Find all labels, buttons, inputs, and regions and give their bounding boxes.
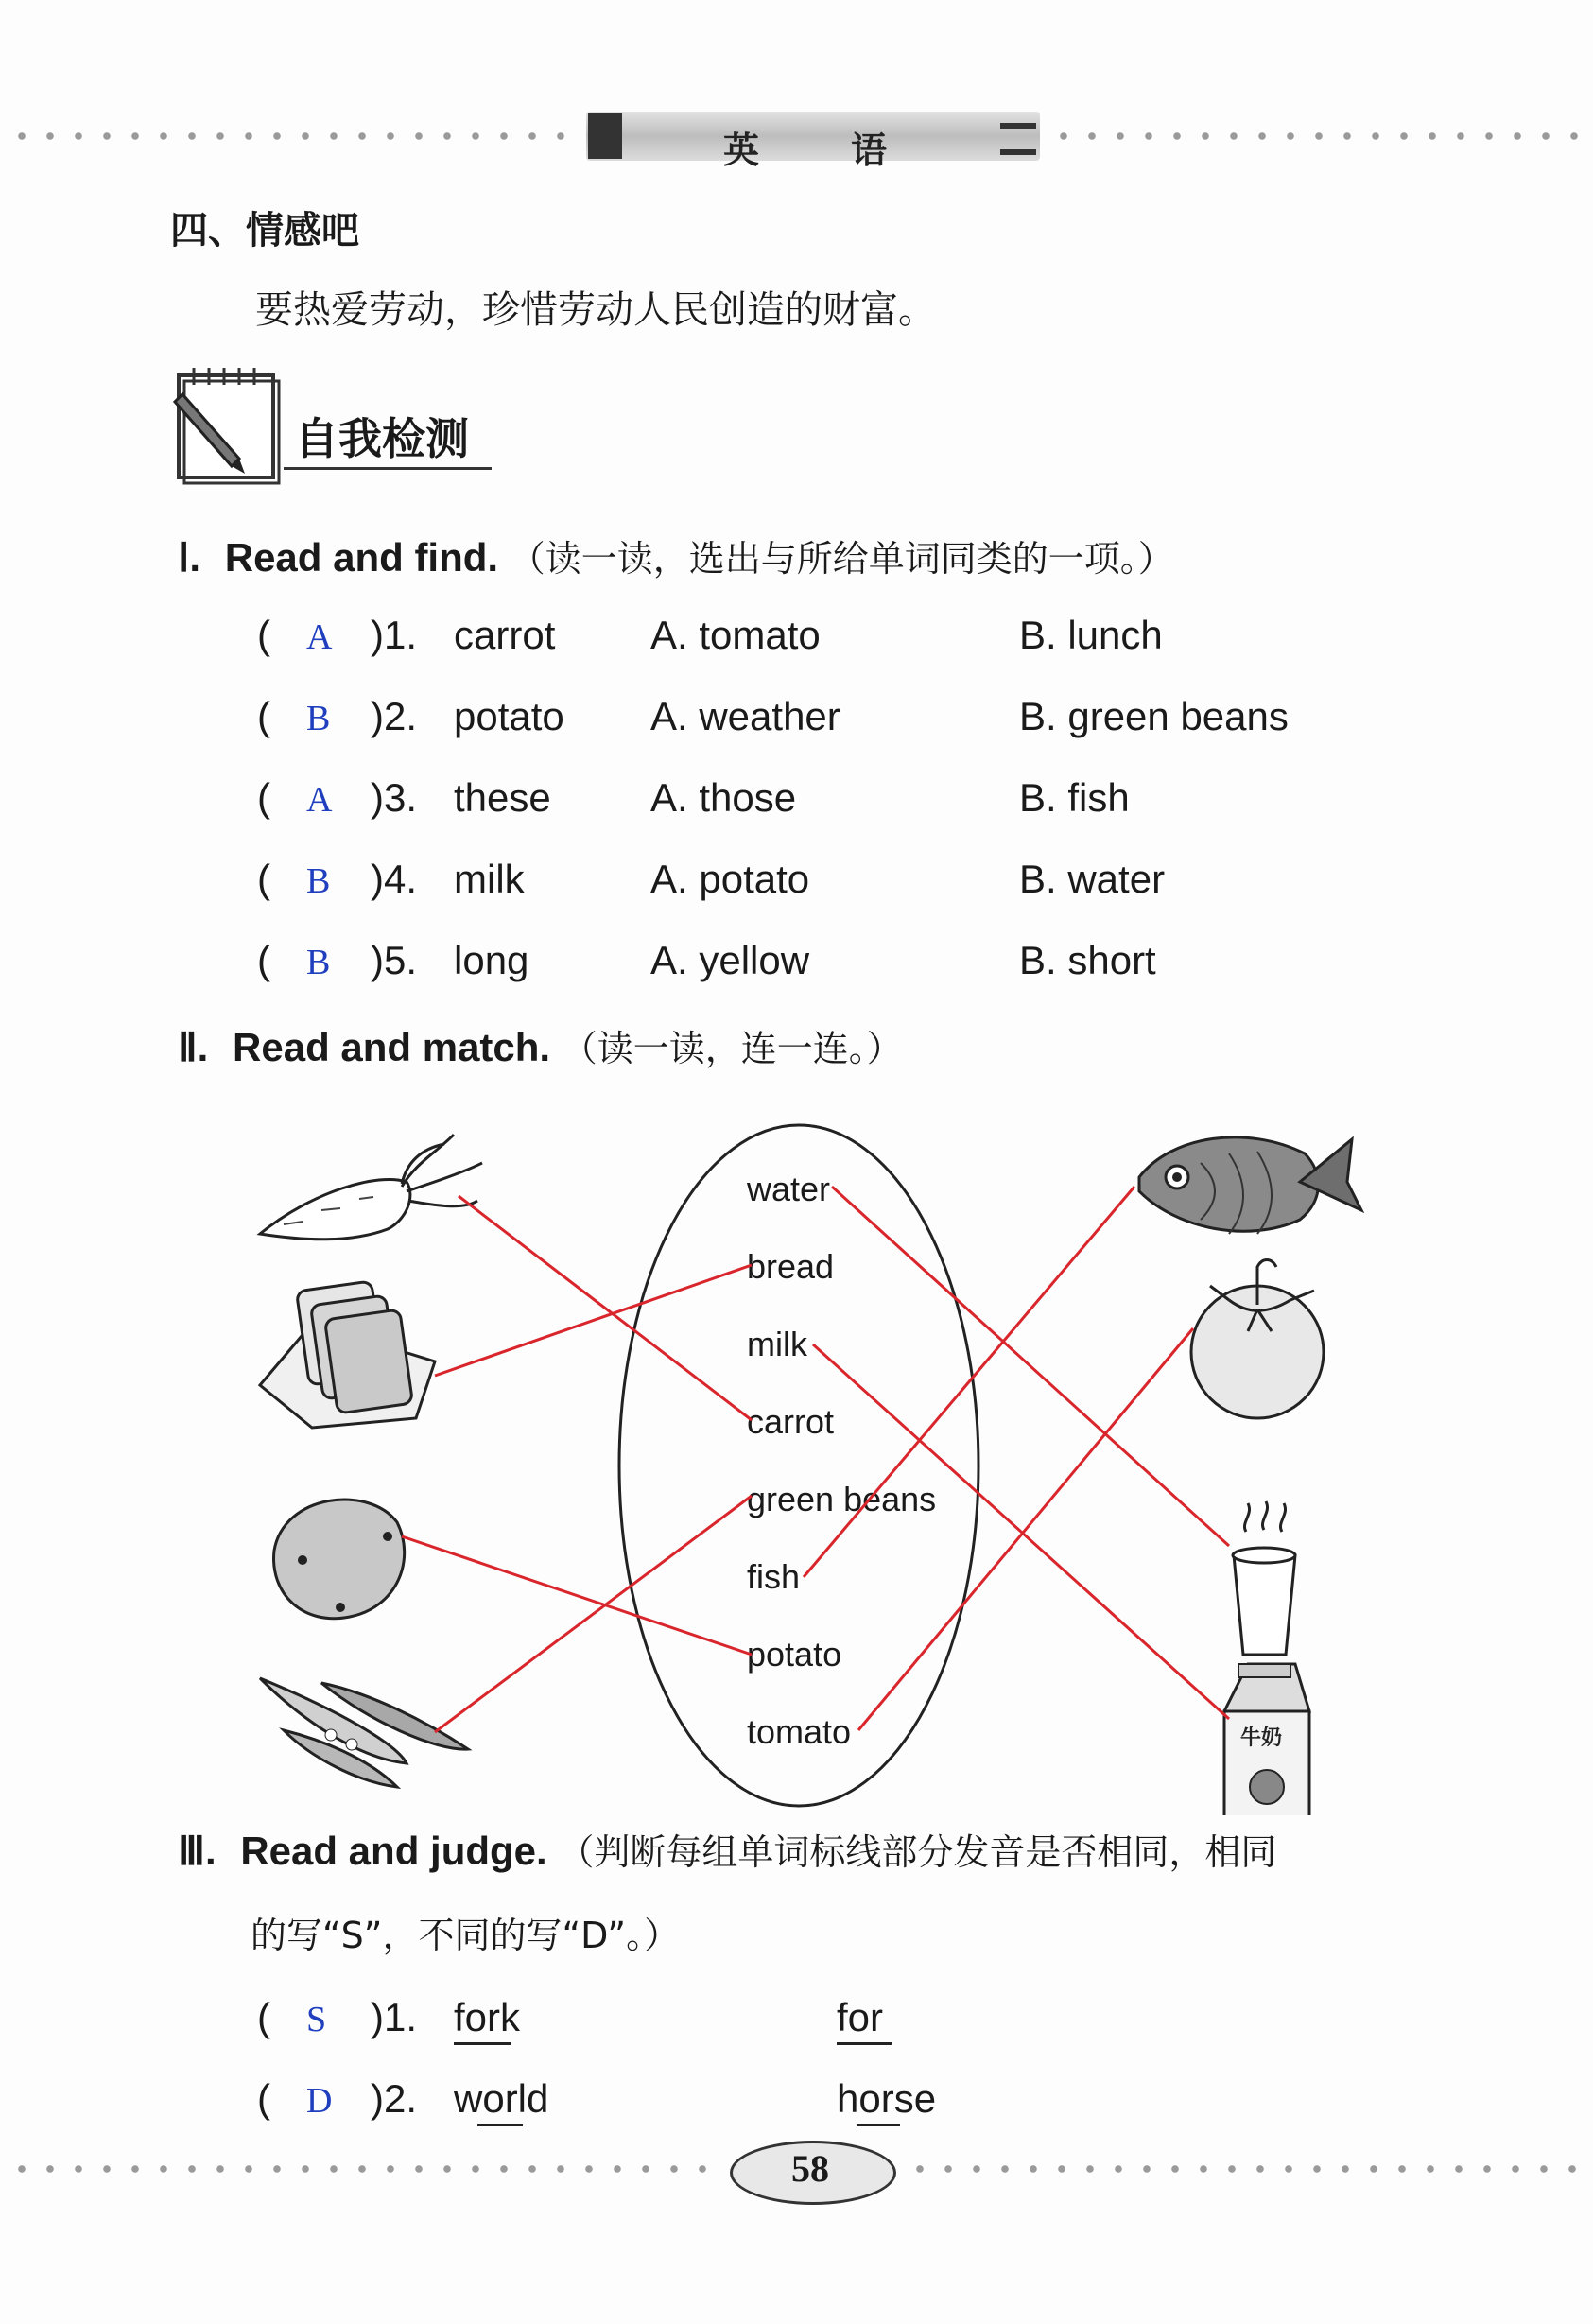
q3-item-2-word1: world	[454, 2076, 549, 2121]
q3-item-1-word1-underline	[454, 2042, 511, 2045]
q3-item-2-open-paren: (	[257, 2076, 270, 2121]
q1-item-5-open-paren: (	[257, 938, 270, 982]
q1-item-5-option-b: B. short	[1019, 938, 1156, 982]
q3-item-2-word2-underline	[857, 2124, 900, 2126]
q3-item-2-word1-underline	[477, 2124, 523, 2126]
self-check-title: 自我检测	[295, 413, 469, 464]
q1-item-1-option-a: A. tomato	[650, 613, 821, 657]
match-word-tomato: tomato	[747, 1712, 852, 1751]
header-dots-left	[8, 132, 575, 140]
q3-item-1-open-paren: (	[257, 1995, 270, 2039]
q1-item-5-option-a: A. yellow	[650, 938, 810, 982]
footer-dots-right	[906, 2165, 1577, 2173]
q1-item-2-word: potato	[454, 694, 564, 738]
header-subject-char2: 语	[851, 130, 888, 171]
section4-title: 四、情感吧	[170, 209, 359, 252]
match-line-milk	[813, 1344, 1229, 1719]
q1-item-3-option-b: B. fish	[1019, 775, 1130, 820]
q1-numeral: Ⅰ.	[178, 535, 201, 580]
match-line-carrot	[459, 1196, 752, 1420]
fish-picture	[1139, 1137, 1361, 1234]
q1-item-2-option-b: B. green beans	[1019, 694, 1289, 738]
book-icon	[588, 113, 622, 159]
q1-item-5-answer: B	[306, 943, 331, 982]
q1-item-3-word: these	[454, 775, 551, 820]
notepad-pencil-icon	[165, 364, 284, 487]
match-word-water: water	[747, 1170, 831, 1208]
book-icon-right	[1000, 123, 1036, 155]
q2-instruction: （读一读，连一连。）	[561, 1028, 903, 1069]
q1-item-3-answer: A	[306, 780, 333, 820]
q3-item-1-number: )1.	[371, 1995, 418, 2039]
q2-heading	[178, 1019, 903, 1071]
q2-title: Read and match.	[233, 1025, 551, 1069]
carrot-picture	[260, 1135, 482, 1240]
q1-item-4-number: )4.	[371, 857, 418, 901]
match-word-bread: bread	[747, 1247, 835, 1286]
match-line-green-beans	[435, 1496, 752, 1732]
q1-item-4-word: milk	[454, 857, 525, 901]
header-dots-right	[1049, 132, 1579, 140]
q3-title: Read and judge.	[240, 1829, 547, 1873]
q1-item-1-answer: A	[306, 617, 333, 657]
milk-carton-label: 牛奶	[1240, 1726, 1283, 1750]
q1-heading	[178, 529, 1174, 581]
q3-instruction-line1: （判断每组单词标线部分发音是否相同，相同	[558, 1831, 1277, 1873]
self-check-underline	[284, 467, 492, 470]
potato-picture	[274, 1500, 405, 1619]
q1-item-4-answer: B	[306, 861, 331, 901]
q2-numeral: Ⅱ.	[178, 1025, 209, 1069]
header-subject-char1: 英	[723, 130, 760, 171]
q1-item-3-option-a: A. those	[650, 775, 797, 820]
q3-item-1-answer: S	[306, 2000, 327, 2039]
tomato-picture	[1191, 1260, 1324, 1419]
q3-item-1-word2-underline	[837, 2042, 892, 2045]
q1-item-4-option-b: B. water	[1019, 857, 1166, 901]
match-word-potato: potato	[747, 1635, 842, 1674]
q3-numeral: Ⅲ.	[178, 1829, 216, 1873]
q3-heading	[178, 1823, 1276, 1875]
q1-item-2-open-paren: (	[257, 694, 270, 738]
glass-of-water-picture	[1233, 1501, 1295, 1655]
q1-item-1-open-paren: (	[257, 613, 270, 657]
q1-item-4-open-paren: (	[257, 857, 270, 901]
word-oval	[619, 1125, 978, 1806]
match-line-potato	[402, 1536, 752, 1655]
footer-dots-left	[8, 2165, 717, 2173]
q3-item-2-number: )2.	[371, 2076, 418, 2121]
q1-item-2-option-a: A. weather	[650, 694, 840, 738]
q1-item-1-number: )1.	[371, 613, 418, 657]
q3-item-2-word2: horse	[837, 2076, 937, 2121]
matching-diagram	[0, 1078, 1593, 1815]
q1-item-1-word: carrot	[454, 613, 556, 657]
q1-title: Read and find.	[224, 535, 499, 580]
q3-item-1-word1: fork	[454, 1995, 521, 2039]
header-band	[586, 112, 1040, 161]
q3-item-1-word2: for	[837, 1995, 884, 2039]
q1-instruction: （读一读，选出与所给单词同类的一项。）	[509, 538, 1174, 580]
match-line-tomato	[858, 1328, 1193, 1730]
q1-item-3-open-paren: (	[257, 775, 270, 820]
page-number: 58	[791, 2147, 829, 2190]
bread-picture	[260, 1281, 435, 1428]
q1-item-2-number: )2.	[371, 694, 418, 738]
match-word-green-beans: green beans	[747, 1480, 937, 1518]
q1-item-3-number: )3.	[371, 775, 418, 820]
section4-text: 要热爱劳动，珍惜劳动人民创造的财富。	[255, 288, 936, 332]
q3-item-2-answer: D	[306, 2081, 333, 2121]
q1-item-5-word: long	[454, 938, 529, 982]
q3-instruction-line2: 的写“S”，不同的写“D”。）	[251, 1915, 681, 1956]
match-word-carrot: carrot	[747, 1402, 835, 1441]
q1-item-5-number: )5.	[371, 938, 418, 982]
match-line-bread	[435, 1265, 752, 1376]
match-word-milk: milk	[747, 1325, 807, 1363]
q1-item-1-option-b: B. lunch	[1019, 613, 1163, 657]
match-word-fish: fish	[747, 1557, 801, 1596]
q1-item-4-option-a: A. potato	[650, 857, 810, 901]
milk-carton-picture	[1224, 1664, 1309, 1815]
green-beans-picture	[260, 1678, 468, 1787]
q1-item-2-answer: B	[306, 699, 331, 738]
